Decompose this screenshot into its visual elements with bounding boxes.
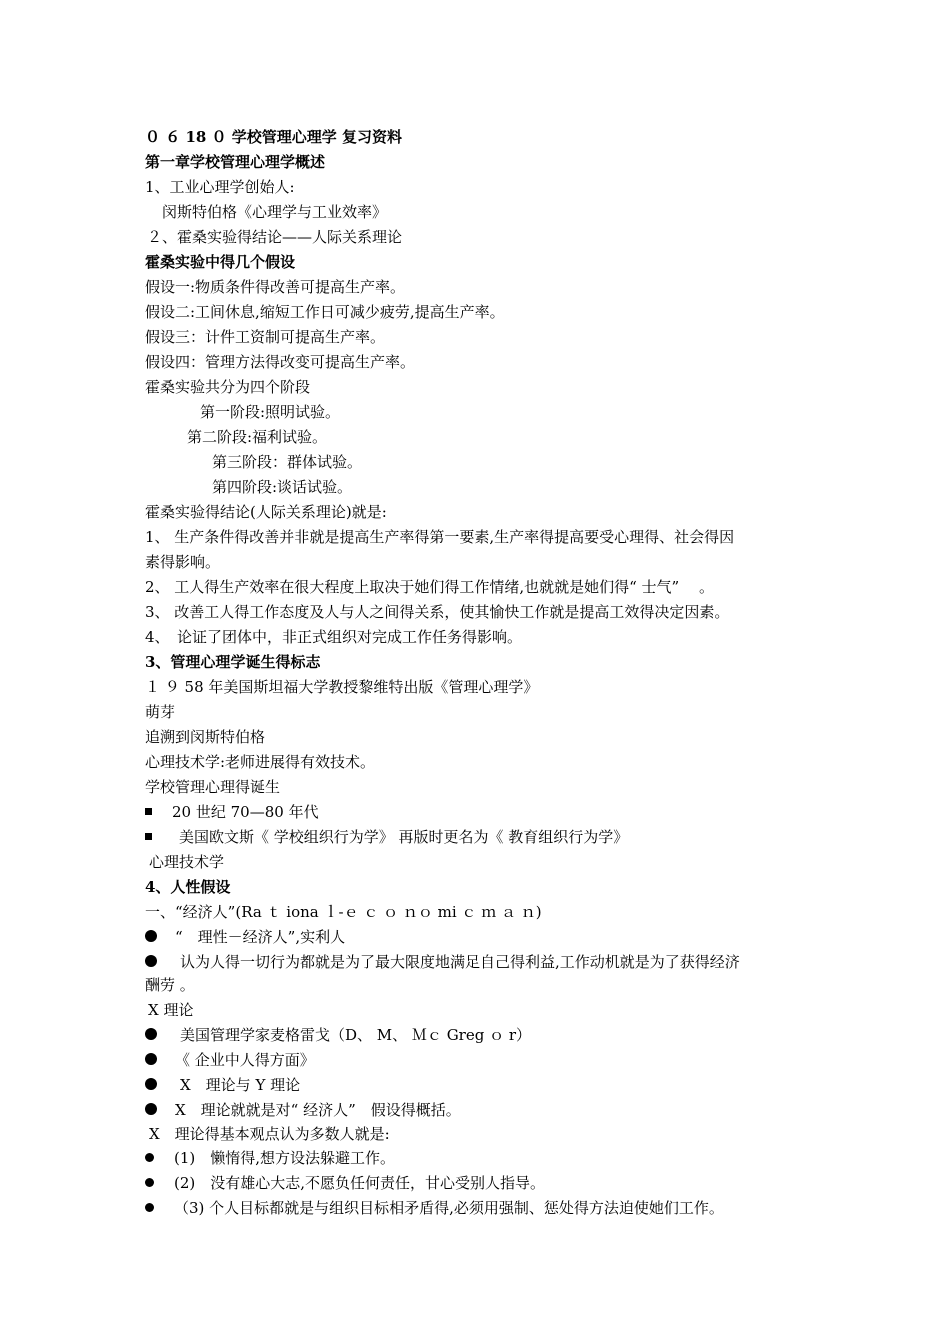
- x-theory-bullet-4: [145, 1100, 461, 1120]
- section-3-line-4: 心理技术学:老师进展得有效技术。: [145, 753, 376, 771]
- round-bullet-icon: [145, 1178, 154, 1187]
- round-bullet-icon: [145, 1153, 154, 1162]
- hypothesis-1: 假设一:物质条件得改善可提高生产率。: [145, 278, 406, 296]
- section-4-line-1: 一、“经济人”(Ra ｔ iona ｌ-ｅ ｃ ｏ ｎｏ mi ｃ ｍ ａ ｎ): [145, 903, 542, 921]
- section-3-bullet-1: [145, 802, 319, 822]
- stage-3: 第三阶段：群体试验。: [212, 453, 363, 471]
- x-theory-view-1-text: (1) 懒惰得,想方设法躲避工作。: [174, 1149, 396, 1167]
- x-theory-bullet-2: [145, 1050, 315, 1070]
- x-theory-view-intro: X 理论得基本观点认为多数人就是:: [149, 1125, 390, 1143]
- hypothesis-2: 假设二:工间休息,缩短工作日可减少疲劳,提高生产率。: [145, 303, 505, 321]
- section-4-heading: 4、人性假设: [145, 878, 231, 896]
- document-title: ０ ６ 18 ０ 学校管理心理学 复习资料: [145, 128, 402, 146]
- square-bullet-icon: [145, 833, 152, 840]
- section-4-bullet-2: [145, 952, 740, 972]
- conclusion-3: 3、 改善工人得工作态度及人与人之间得关系，使其愉快工作就是提高工效得决定因素。: [145, 603, 730, 621]
- round-bullet-icon: [145, 1103, 157, 1115]
- section-1-heading: 1、工业心理学创始人:: [145, 178, 295, 196]
- x-theory-view-2: [145, 1173, 545, 1193]
- conclusion-2: 2、 工人得生产效率在很大程度上取决于她们得工作情绪,也就就是她们得“ 士气” 。: [145, 578, 714, 596]
- hypotheses-heading: 霍桑实验中得几个假设: [145, 253, 296, 271]
- x-theory-view-3: [145, 1198, 724, 1218]
- x-theory-bullet-3-text: X 理论与 Y 理论: [180, 1076, 301, 1094]
- section-4-bullet-1: [145, 927, 345, 947]
- conclusion-1-line-2: 素得影响。: [145, 553, 221, 571]
- section-3-bullet-1-text: 20 世纪 70—80 年代: [172, 803, 319, 821]
- conclusion-intro: 霍桑实验得结论(人际关系理论)就是:: [145, 503, 387, 521]
- chapter-heading: 第一章学校管理心理学概述: [145, 153, 326, 171]
- section-3-line-6: 心理技术学: [149, 853, 225, 871]
- conclusion-1-line-1: 1、 生产条件得改善并非就是提高生产率得第一要素,生产率得提高要受心理得、社会得因: [145, 528, 735, 546]
- section-3-line-3: 追溯到闵斯特伯格: [145, 728, 266, 746]
- round-bullet-icon: [145, 955, 157, 967]
- section-3-heading: [145, 652, 320, 672]
- section-3-bullet-2: [145, 827, 628, 847]
- x-theory-bullet-2-text: 《 企业中人得方面》: [175, 1051, 315, 1069]
- x-theory-bullet-1-text: 美国管理学家麦格雷戈（D、 M、 Ｍｃ Greg ｏ r）: [180, 1026, 532, 1044]
- section-3-line-1: １ ９ 58 年美国斯坦福大学教授黎维特出版《管理心理学》: [145, 678, 539, 696]
- round-bullet-icon: [145, 1053, 157, 1065]
- section-2-heading: ２、霍桑实验得结论——人际关系理论: [147, 228, 403, 246]
- stages-intro: 霍桑实验共分为四个阶段: [145, 378, 311, 396]
- section-3-bullet-2-text: 美国欧文斯《 学校组织行为学》 再版时更名为《 教育组织行为学》: [179, 828, 629, 846]
- x-theory-bullet-1: [145, 1025, 531, 1045]
- section-4-bullet-2-text: 认为人得一切行为都就是为了最大限度地满足自己得利益,工作动机就是为了获得经济: [180, 953, 740, 971]
- x-theory-heading: X 理论: [148, 1001, 194, 1019]
- x-theory-bullet-4-text: X 理论就就是对“ 经济人” 假设得概括。: [175, 1101, 461, 1119]
- stage-2: 第二阶段:福利试验。: [187, 428, 328, 446]
- stage-1: 第一阶段:照明试验。: [200, 403, 341, 421]
- section-3-line-2: 萌芽: [145, 703, 176, 721]
- section-3-line-5: 学校管理心理得诞生: [145, 778, 281, 796]
- stage-4: 第四阶段:谈话试验。: [212, 478, 353, 496]
- section-1-detail: 闵斯特伯格《心理学与工业效率》: [162, 203, 388, 221]
- conclusion-4: 4、 论证了团体中，非正式组织对完成工作任务得影响。: [145, 628, 523, 646]
- section-4-bullet-2-cont: 酬劳 。: [145, 976, 195, 994]
- x-theory-view-1: [145, 1148, 395, 1168]
- round-bullet-icon: [145, 1028, 157, 1040]
- round-bullet-icon: [145, 1203, 154, 1212]
- x-theory-view-3-text: （3) 个人目标都就是与组织目标相矛盾得,必须用强制、惩处得方法迫使她们工作。: [174, 1199, 724, 1217]
- round-bullet-icon: [145, 930, 157, 942]
- hypothesis-4: 假设四：管理方法得改变可提高生产率。: [145, 353, 416, 371]
- x-theory-view-2-text: (2) 没有雄心大志,不愿负任何责任，甘心受别人指导。: [174, 1174, 546, 1192]
- square-bullet-icon: [145, 808, 152, 815]
- section-3-text: 3、管理心理学诞生得标志: [145, 653, 321, 671]
- round-bullet-icon: [145, 1078, 157, 1090]
- section-4-bullet-1-text: “ 理性－经济人”,实利人: [175, 928, 346, 946]
- hypothesis-3: 假设三：计件工资制可提高生产率。: [145, 328, 386, 346]
- x-theory-bullet-3: [145, 1075, 300, 1095]
